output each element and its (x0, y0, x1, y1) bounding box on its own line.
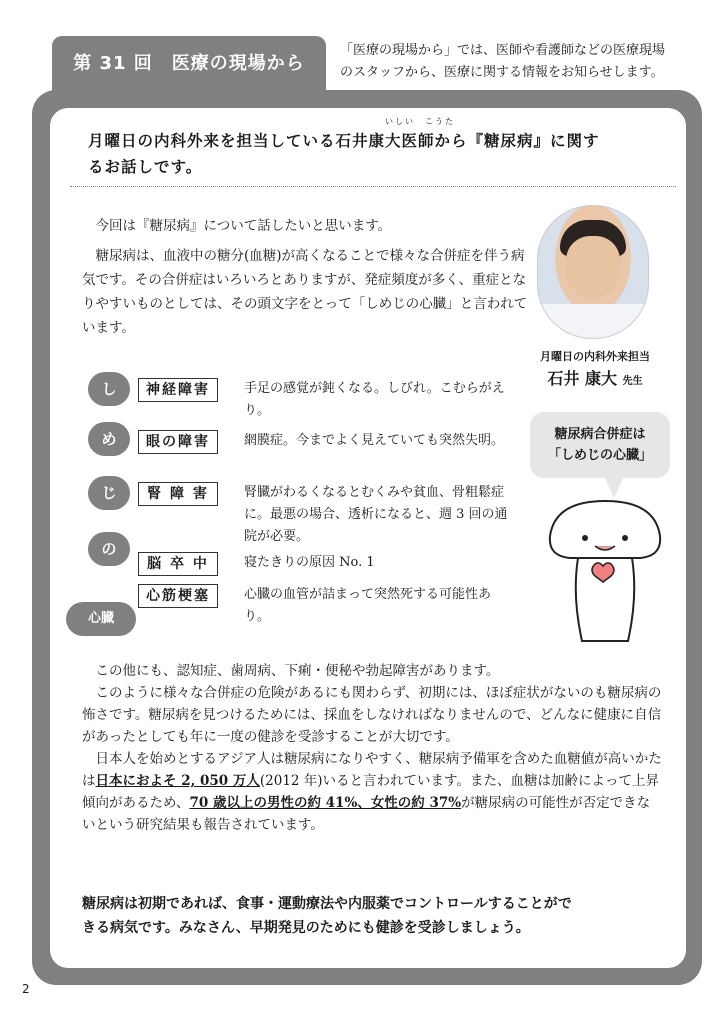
body-paragraph-5 (82, 748, 662, 836)
intro-line-1: 「医療の現場から」では、医師や看護師などの医療現場 (340, 43, 666, 58)
stat-text: (2012 年)いると言われています。また、血糖は加齢によって上昇傾向があるため、 (82, 773, 659, 811)
term-description: 腎臓がわるくなるとむくみや貧血、骨粗鬆症に。最悪の場合、透析になると、週 3 回の通院が必要。 (244, 485, 508, 544)
bullet-letter: 心臓 (66, 602, 136, 636)
page-number: 2 (22, 982, 30, 996)
shimeji-mascot-icon (540, 496, 670, 646)
bullet-letter: の (88, 532, 130, 566)
body-paragraph-1: 今回は『糖尿病』について話したいと思います。 (95, 218, 392, 234)
term-label: 眼の障害 (138, 430, 218, 454)
body-paragraph-3: この他にも、認知症、歯周病、下痢・便秘や勃起障害があります。 (95, 663, 500, 679)
term-label: 腎 障 害 (138, 482, 218, 506)
closing-line-2: きる病気です。みなさん、早期発見のためにも健診を受診しましょう。 (82, 920, 530, 936)
bullet-letter: じ (88, 476, 130, 510)
section-intro (340, 40, 700, 84)
bubble-line-2: 「しめじの心臓」 (547, 448, 652, 463)
term-description: 網膜症。今までよく見えていても突然失明。 (244, 433, 505, 448)
dotted-divider (70, 186, 676, 187)
doctor-suffix: 先生 (622, 376, 643, 387)
stat-text: 日本人を始めとするアジア人は糖尿病になりやすく、糖尿病予備軍を含めた血糖値が高いかたは (82, 751, 662, 789)
term-label: 神経障害 (138, 378, 218, 402)
bullet-letter: し (88, 372, 130, 406)
body-paragraph-4: このように様々な合併症の危険があるにも関わらず、初期には、ほぼ症状がないのも糖尿病の怖さです。糖尿病を見つけるためには、採血をしなければなりませんので、どんなに健康に自信があったとしても年に一度の健診を受診することが大切です。 (82, 685, 662, 745)
name-ruby: いしい こうた (385, 117, 455, 126)
stat-highlight: 日本におよそ 2, 050 万人 (95, 773, 260, 789)
term-description: 寝たきりの原因 No. 1 (244, 555, 375, 570)
stat-text: が糖尿病の可能性が否定できないという研究結果も報告されています。 (82, 795, 651, 833)
term-description: 手足の感覚が鈍くなる。しびれ。こむらがえり。 (244, 381, 505, 418)
doctor-name (520, 366, 670, 389)
speech-bubble-tail (604, 476, 624, 498)
section-tab: 第 31 回 医療の現場から (52, 36, 326, 92)
intro-line-2: のスタッフから、医療に関する情報をお知らせします。 (340, 65, 664, 80)
body-paragraph-2: 糖尿病は、血液中の糖分(血糖)が高くなることで様々な合併症を伴う病気です。その合併症はいろいろとありますが、発症頻度が多く、重症となりやすいものとしては、その頭文字をとって「しめじの心臓」と言われています。 (82, 248, 528, 336)
term-description: 心臓の血管が詰まって突然死する可能性あり。 (244, 587, 492, 624)
term-label: 脳 卒 中 (138, 552, 218, 576)
bullet-letter: め (88, 422, 130, 456)
doctor-photo (537, 205, 649, 339)
lead-line-2: るお話しです。 (88, 158, 203, 176)
intro-body (82, 214, 532, 346)
doctor-name-text: 石井 康大 (547, 369, 617, 388)
doctor-role: 月曜日の内科外来担当 (540, 350, 650, 363)
lead-text (88, 128, 678, 180)
lead-line-1: 月曜日の内科外来を担当している石井康大医師から『糖尿病』に関す (88, 132, 600, 150)
main-body (82, 660, 662, 836)
stat-highlight: 70 歳以上の男性の約 41%、女性の約 37% (189, 795, 462, 811)
speech-bubble (530, 412, 670, 478)
term-label: 心筋梗塞 (138, 584, 218, 608)
closing-line-1: 糖尿病は初期であれば、食事・運動療法や内服薬でコントロールすることがで (82, 896, 572, 912)
bubble-line-1: 糖尿病合併症は (554, 427, 646, 442)
closing-message (82, 892, 672, 940)
